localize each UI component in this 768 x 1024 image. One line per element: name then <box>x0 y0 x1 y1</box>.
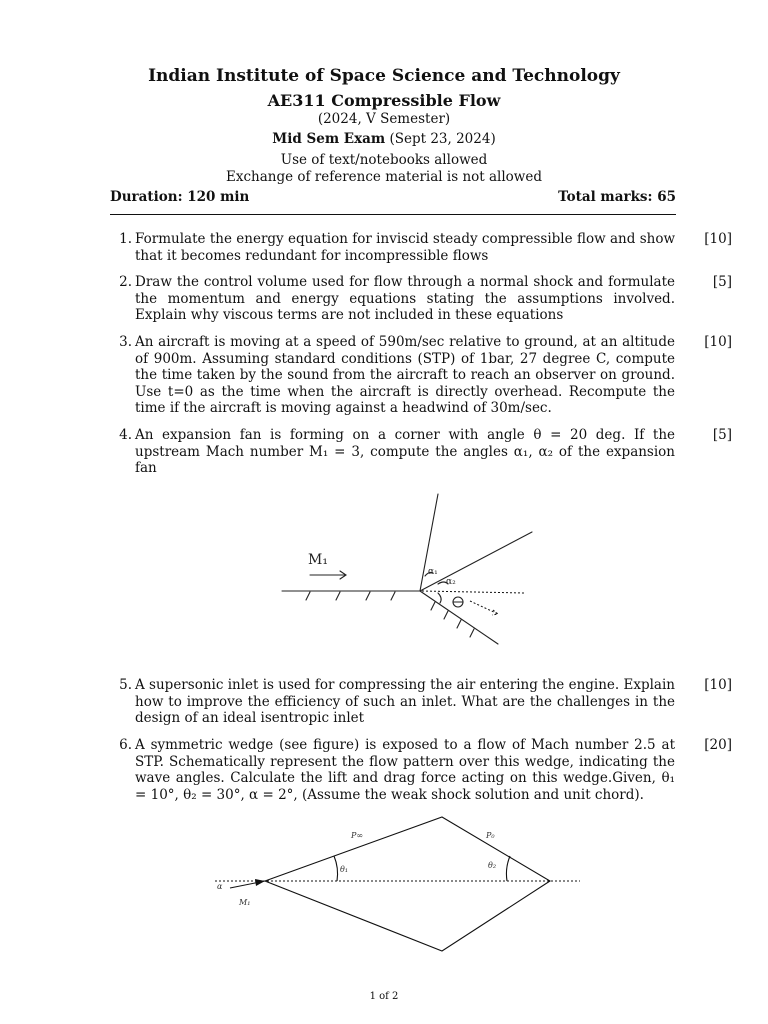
theta1-label: θ₁ <box>340 865 349 874</box>
reference-line <box>422 591 525 593</box>
expansion-fan-figure <box>270 480 540 655</box>
question-marks: [10] <box>704 231 732 247</box>
alpha-label: α <box>217 882 223 891</box>
mach-label: M₁ <box>239 898 251 907</box>
question-text: An expansion fan is forming on a corner with angle θ = 20 deg. If the upstream Mach number M₁ = 3, compute the angles α₁, α₂ of the expansion fan <box>135 427 675 476</box>
question-text: A supersonic inlet is used for compressing the air entering the engine. Explain how to improve the efficiency of such an inlet. What are the challenges in the design of an ideal isentropic inlet <box>135 677 675 726</box>
rule-text-allowed: Use of text/notebooks allowed <box>280 152 488 168</box>
question-marks: [10] <box>704 334 732 350</box>
question-marks: [5] <box>712 427 732 443</box>
exam-name: Mid Sem Exam <box>272 131 386 147</box>
exam-date: (Sept 23, 2024) <box>389 131 496 147</box>
theta-arc <box>438 593 441 603</box>
question-marks: [10] <box>704 677 732 693</box>
course-title: AE311 Compressible Flow <box>267 91 501 110</box>
question-number: 6. <box>119 737 132 753</box>
question-text: Draw the control volume used for flow through a normal shock and formulate the momentum and energy equations stating the assumptions involved. Explain why viscous terms are not included in these equations <box>135 274 675 323</box>
rule-text-not-allowed: Exchange of reference material is not allowed <box>226 169 542 185</box>
question-text: Formulate the energy equation for inviscid steady compressible flow and show that it becomes redundant for incompressible flows <box>135 231 675 264</box>
p-upper-right-label: P₀ <box>486 831 495 840</box>
alpha-label: α₁ <box>428 567 438 577</box>
p-upper-left-label: P∞ <box>351 831 364 840</box>
semester-line: (2024, V Semester) <box>317 111 451 127</box>
question-number: 1. <box>119 231 132 247</box>
wall-hatching-upstream <box>306 592 395 600</box>
question-number: 4. <box>119 427 132 443</box>
question-marks: [20] <box>704 737 732 753</box>
downstream-wall <box>420 591 498 644</box>
header-divider <box>110 214 676 215</box>
theta2-arc <box>506 856 510 881</box>
question-text: An aircraft is moving at a speed of 590m/sec relative to ground, at an altitude of 900m. Assuming standard conditions (STP) of 1bar, 27 degree C, compute the time taken by the sound from the aircraft to reach an observer on ground. Use t=0 as the time when the aircraft is directly overhead. Recompute the time if the aircraft is moving against a headwind of 30m/sec. <box>135 334 675 416</box>
institute-title: Indian Institute of Space Science and Technology <box>148 66 620 86</box>
page-number: 1 of 2 <box>369 991 399 1002</box>
theta1-arc <box>334 856 338 881</box>
theta2-label: θ₂ <box>488 861 497 870</box>
wall-hatching-downstream <box>431 602 474 637</box>
question-number: 3. <box>119 334 132 350</box>
question-text: A symmetric wedge (see figure) is exposed to a flow of Mach number 2.5 at STP. Schematically represent the flow pattern over this wedge, indicating the wave angles. Calculate the lift and drag force acting on this wedge.Given, θ₁ = 10°, θ₂ = 30°, α = 2°, (Assume the weak shock solution and unit chord). <box>135 737 675 803</box>
duration: Duration: 120 min <box>110 189 250 205</box>
wedge-outline <box>265 817 550 951</box>
fan-trailing-line <box>420 532 532 591</box>
total-marks: Total marks: 65 <box>558 189 676 205</box>
flow-arrow <box>310 571 346 579</box>
deflected-flow-arrow <box>470 601 498 615</box>
question-number: 5. <box>119 677 132 693</box>
freestream-arrowhead <box>255 879 265 886</box>
question-marks: [5] <box>712 274 732 290</box>
alpha2-label: α₂ <box>446 577 456 587</box>
symmetric-wedge-figure <box>210 810 590 965</box>
mach-label: M₁ <box>308 552 328 568</box>
question-number: 2. <box>119 274 132 290</box>
exam-line <box>0 131 768 147</box>
